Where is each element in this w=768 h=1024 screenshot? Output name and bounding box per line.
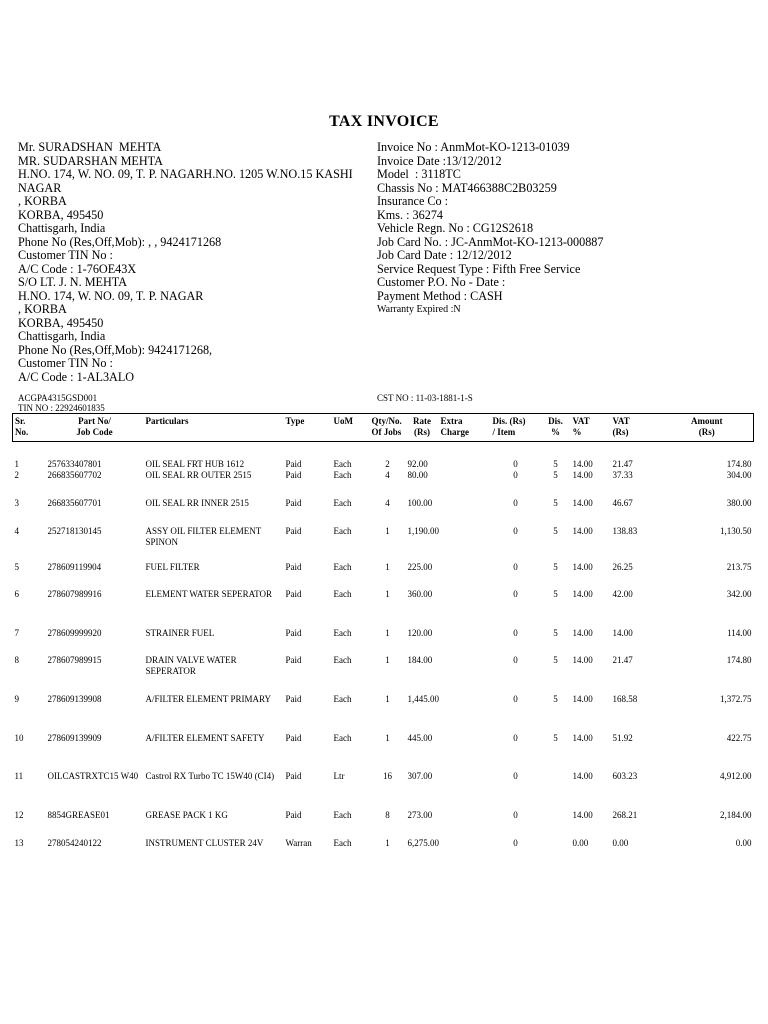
customer-po: Customer P.O. No - Date :: [377, 275, 506, 289]
row-extra-charge: [439, 526, 491, 562]
row-sr: 2: [14, 470, 19, 480]
table-row: [13, 694, 754, 733]
row-rate: 92.00: [407, 459, 428, 469]
row-uom: Each: [333, 498, 352, 508]
billing-address-line: , KORBA: [18, 302, 67, 316]
row-uom: Each: [333, 562, 352, 572]
row-discount-pct: 5: [553, 459, 558, 469]
col-uom: UoM: [332, 414, 370, 442]
row-vat-pct: 14.00: [572, 470, 593, 480]
table-row: [13, 810, 754, 838]
row-qty: 1: [385, 628, 390, 638]
row-type: Paid: [285, 470, 302, 480]
row-vat-rs: 268.21: [612, 810, 638, 820]
row-particulars: STRAINER FUEL: [145, 628, 215, 638]
row-rate: 100.00: [407, 498, 433, 508]
row-type: Paid: [285, 733, 302, 743]
customer-ac-code: A/C Code : 1-76OE43X: [18, 261, 137, 276]
table-row: [13, 526, 754, 562]
table-row: [13, 771, 754, 810]
row-vat-rs: 51.92: [612, 733, 633, 743]
row-discount-pct: 5: [553, 526, 558, 536]
row-vat-rs: 42.00: [612, 589, 633, 599]
row-part-number: 278609139908: [47, 694, 102, 704]
row-extra-charge: [439, 498, 491, 526]
row-particulars: OIL SEAL RR OUTER 2515: [145, 470, 252, 480]
dealer-code: ACGPA4315GSD001: [18, 393, 98, 403]
row-rate: 6,275.00: [407, 838, 439, 848]
row-particulars: GREASE PACK 1 KG: [145, 810, 228, 820]
row-particulars: Castrol RX Turbo TC 15W40 (CI4): [145, 771, 275, 781]
row-vat-rs: 14.00: [612, 628, 633, 638]
row-qty: 1: [385, 733, 390, 743]
row-particulars: INSTRUMENT CLUSTER 24V: [145, 838, 264, 848]
row-qty: 1: [385, 655, 390, 665]
cst-number: CST NO : 11-03-1881-1-S: [377, 393, 473, 403]
table-row: [13, 498, 754, 526]
payment-method: Payment Method : CASH: [377, 288, 503, 303]
chassis-number: Chassis No : MAT466388C2B03259: [377, 180, 557, 195]
customer-tin: Customer TIN No :: [18, 248, 113, 262]
row-amount: 4,912.00: [720, 771, 752, 781]
row-uom: Each: [333, 589, 352, 599]
col-dis-rs: Dis. (Rs) / Item: [491, 414, 541, 442]
vehicle-registration: Vehicle Regn. No : CG12S2618: [377, 221, 534, 235]
invoice-number: Invoice No : AnmMot-KO-1213-01039: [377, 140, 570, 154]
vehicle-model: Model : 3118TC: [377, 167, 461, 181]
row-discount-pct: 5: [553, 733, 558, 743]
row-uom: Ltr: [333, 771, 345, 781]
row-discount-rs: 0: [513, 526, 518, 536]
table-row: [13, 442, 754, 471]
row-type: Paid: [285, 589, 302, 599]
row-extra-charge: [439, 838, 491, 866]
table-row: [13, 838, 754, 866]
row-uom: Each: [333, 694, 352, 704]
row-sr: 3: [14, 498, 19, 508]
col-qty: Qty/No. Of Jobs: [370, 414, 406, 442]
row-part-number: 278609999920: [47, 628, 102, 638]
row-qty: 8: [385, 810, 390, 820]
row-uom: Each: [333, 810, 352, 820]
row-vat-rs: 0.00: [612, 838, 629, 848]
row-rate: 273.00: [407, 810, 433, 820]
row-qty: 1: [385, 838, 390, 848]
row-sr: 4: [14, 526, 19, 536]
row-discount-pct: [541, 810, 571, 838]
warranty-note: Warranty Expired :N: [377, 304, 461, 315]
table-row: [13, 733, 754, 771]
customer-address: H.NO. 174, W. NO. 09, T. P. NAGARH.NO. 1205 W.NO.15 KASHI NAGAR: [18, 167, 353, 195]
billing-phone: Phone No (Res,Off,Mob): 9424171268,: [18, 342, 213, 357]
row-discount-pct: 5: [553, 498, 558, 508]
col-vat-rs: VAT (Rs): [611, 414, 661, 442]
row-vat-rs: 603.23: [612, 771, 638, 781]
row-qty: 1: [385, 694, 390, 704]
row-amount: 380.00: [726, 498, 752, 508]
row-type: Paid: [285, 498, 302, 508]
row-discount-rs: 0: [513, 810, 518, 820]
row-vat-rs: 37.33: [612, 470, 633, 480]
insurance-company: Insurance Co :: [377, 194, 449, 208]
row-extra-charge: [439, 771, 491, 810]
row-sr: 8: [14, 655, 19, 665]
row-sr: 7: [14, 628, 19, 638]
row-part-number: 266835607702: [47, 470, 102, 480]
col-amount: Amount (Rs): [661, 414, 754, 442]
row-qty: 1: [385, 526, 390, 536]
row-discount-pct: 5: [553, 655, 558, 665]
row-extra-charge: [439, 562, 491, 589]
row-sr: 5: [14, 562, 19, 572]
row-extra-charge: [439, 589, 491, 628]
row-vat-pct: 14.00: [572, 526, 593, 536]
row-extra-charge: [439, 810, 491, 838]
table-header-row: [13, 414, 754, 442]
row-particulars: OIL SEAL FRT HUB 1612: [145, 459, 245, 469]
row-discount-rs: 0: [513, 771, 518, 781]
row-qty: 1: [385, 589, 390, 599]
row-discount-rs: 0: [513, 838, 518, 848]
billing-state: Chattisgarh, India: [18, 329, 106, 343]
service-request-type: Service Request Type : Fifth Free Service: [377, 261, 581, 276]
customer-alt-name: MR. SUDARSHAN MEHTA: [18, 153, 163, 168]
row-discount-pct: [541, 838, 571, 866]
table-row: [13, 470, 754, 498]
row-vat-rs: 26.25: [612, 562, 633, 572]
row-discount-rs: 0: [513, 628, 518, 638]
row-discount-pct: 5: [553, 562, 558, 572]
row-amount: 1,372.75: [720, 694, 752, 704]
row-vat-rs: 46.67: [612, 498, 633, 508]
row-vat-pct: 14.00: [572, 655, 593, 665]
col-vat-pct: VAT %: [571, 414, 611, 442]
row-extra-charge: [439, 655, 491, 694]
customer-phone: Phone No (Res,Off,Mob): , , 9424171268: [18, 234, 222, 249]
row-sr: 13: [14, 838, 24, 848]
col-sr: Sr. No.: [13, 414, 46, 442]
row-amount: 422.75: [726, 733, 752, 743]
row-sr: 12: [14, 810, 24, 820]
row-rate: 307.00: [407, 771, 433, 781]
row-vat-pct: 14.00: [572, 459, 593, 469]
row-type: Paid: [285, 810, 302, 820]
row-amount: 2,184.00: [720, 810, 752, 820]
row-vat-pct: 0.00: [572, 838, 589, 848]
row-uom: Each: [333, 628, 352, 638]
row-extra-charge: [439, 470, 491, 498]
row-uom: Each: [333, 655, 352, 665]
row-type: Warran: [285, 838, 312, 848]
invoice-date: Invoice Date :13/12/2012: [377, 153, 502, 168]
row-extra-charge: [439, 694, 491, 733]
row-vat-pct: 14.00: [572, 810, 593, 820]
row-particulars: ASSY OIL FILTER ELEMENT SPINON: [145, 526, 262, 547]
row-discount-pct: [541, 771, 571, 810]
row-sr: 1: [14, 459, 19, 469]
billing-city: KORBA, 495450: [18, 315, 104, 330]
row-type: Paid: [285, 655, 302, 665]
row-type: Paid: [285, 694, 302, 704]
row-extra-charge: [439, 442, 491, 471]
row-type: Paid: [285, 459, 302, 469]
row-sr: 10: [14, 733, 24, 743]
table-row: [13, 589, 754, 628]
row-discount-pct: 5: [553, 589, 558, 599]
table-row: [13, 655, 754, 694]
customer-name: Mr. SURADSHAN MEHTA: [18, 140, 162, 154]
row-part-number: OILCASTRXTC15 W40: [47, 771, 139, 781]
row-discount-pct: 5: [553, 694, 558, 704]
row-rate: 360.00: [407, 589, 433, 599]
row-qty: 2: [385, 459, 390, 469]
row-rate: 1,445.00: [407, 694, 439, 704]
row-amount: 114.00: [727, 628, 752, 638]
row-amount: 304.00: [726, 470, 752, 480]
customer-state: Chattisgarh, India: [18, 221, 106, 235]
row-amount: 174.80: [726, 459, 752, 469]
row-amount: 174.80: [726, 655, 752, 665]
row-discount-rs: 0: [513, 655, 518, 665]
row-part-number: 278607989916: [47, 589, 102, 599]
job-card-number: Job Card No. : JC-AnmMot-KO-1213-000887: [377, 234, 604, 249]
table-row: [13, 628, 754, 655]
billing-tin: Customer TIN No :: [18, 356, 113, 370]
row-amount: 342.00: [726, 589, 752, 599]
row-discount-rs: 0: [513, 562, 518, 572]
row-uom: Each: [333, 838, 352, 848]
row-discount-rs: 0: [513, 459, 518, 469]
col-particulars: Particulars: [144, 414, 284, 442]
row-amount: 1,130.50: [720, 526, 752, 536]
job-card-date: Job Card Date : 12/12/2012: [377, 248, 512, 262]
row-rate: 184.00: [407, 655, 433, 665]
row-vat-rs: 21.47: [612, 655, 633, 665]
row-discount-rs: 0: [513, 694, 518, 704]
table-row: [13, 562, 754, 589]
col-type: Type: [284, 414, 332, 442]
row-qty: 4: [385, 470, 390, 480]
row-particulars: ELEMENT WATER SEPERATOR: [145, 589, 273, 599]
row-uom: Each: [333, 470, 352, 480]
row-discount-rs: 0: [513, 498, 518, 508]
row-particulars: OIL SEAL RR INNER 2515: [145, 498, 249, 508]
row-vat-rs: 21.47: [612, 459, 633, 469]
row-vat-rs: 168.58: [612, 694, 638, 704]
col-dis-pct: Dis. %: [541, 414, 571, 442]
row-discount-pct: 5: [553, 628, 558, 638]
row-part-number: 252718130145: [47, 526, 102, 536]
row-discount-pct: 5: [553, 470, 558, 480]
row-rate: 445.00: [407, 733, 433, 743]
row-uom: Each: [333, 459, 352, 469]
row-vat-pct: 14.00: [572, 733, 593, 743]
billing-name: S/O LT. J. N. MEHTA: [18, 275, 128, 289]
row-vat-pct: 14.00: [572, 562, 593, 572]
row-sr: 6: [14, 589, 19, 599]
row-sr: 9: [14, 694, 19, 704]
col-extra: Extra Charge: [439, 414, 491, 442]
row-part-number: 278607989915: [47, 655, 102, 665]
row-particulars: FUEL FILTER: [145, 562, 200, 572]
row-vat-rs: 138.83: [612, 526, 638, 536]
kilometers: Kms. : 36274: [377, 207, 444, 222]
row-extra-charge: [439, 628, 491, 655]
col-part: Part No/ Job Code: [46, 414, 144, 442]
row-vat-pct: 14.00: [572, 589, 593, 599]
billing-ac-code: A/C Code : 1-AL3ALO: [18, 369, 135, 384]
customer-city: KORBA, 495450: [18, 207, 104, 222]
row-type: Paid: [285, 526, 302, 536]
row-part-number: 278054240122: [47, 838, 102, 848]
row-rate: 225.00: [407, 562, 433, 572]
billing-address: H.NO. 174, W. NO. 09, T. P. NAGAR: [18, 288, 204, 303]
row-discount-rs: 0: [513, 733, 518, 743]
row-uom: Each: [333, 526, 352, 536]
row-rate: 1,190.00: [407, 526, 439, 536]
row-rate: 120.00: [407, 628, 433, 638]
row-part-number: 278609139909: [47, 733, 102, 743]
row-part-number: 266835607701: [47, 498, 102, 508]
row-particulars: DRAIN VALVE WATER SEPERATOR: [145, 655, 237, 676]
row-particulars: A/FILTER ELEMENT SAFETY: [145, 733, 265, 743]
row-amount: 0.00: [735, 838, 752, 848]
row-type: Paid: [285, 562, 302, 572]
row-discount-rs: 0: [513, 470, 518, 480]
row-part-number: 278609119904: [47, 562, 102, 572]
row-amount: 213.75: [726, 562, 752, 572]
row-particulars: A/FILTER ELEMENT PRIMARY: [145, 694, 272, 704]
row-extra-charge: [439, 733, 491, 771]
row-uom: Each: [333, 733, 352, 743]
col-rate: Rate (Rs): [406, 414, 439, 442]
row-vat-pct: 14.00: [572, 694, 593, 704]
row-qty: 4: [385, 498, 390, 508]
row-type: Paid: [285, 771, 302, 781]
customer-address-line: , KORBA: [18, 194, 67, 208]
row-vat-pct: 14.00: [572, 771, 593, 781]
customer-details: [18, 141, 363, 384]
invoice-title: TAX INVOICE: [329, 113, 439, 130]
row-part-number: 8854GREASE01: [47, 810, 110, 820]
row-sr: 11: [14, 771, 24, 781]
row-vat-pct: 14.00: [572, 498, 593, 508]
row-qty: 16: [383, 771, 392, 781]
row-qty: 1: [385, 562, 390, 572]
items-table: [12, 413, 754, 866]
tin-number: TIN NO : 22924601835: [18, 403, 105, 413]
row-discount-rs: 0: [513, 589, 518, 599]
row-part-number: 257633407801: [47, 459, 102, 469]
invoice-details: [377, 141, 757, 317]
row-rate: 80.00: [407, 470, 428, 480]
row-vat-pct: 14.00: [572, 628, 593, 638]
row-type: Paid: [285, 628, 302, 638]
